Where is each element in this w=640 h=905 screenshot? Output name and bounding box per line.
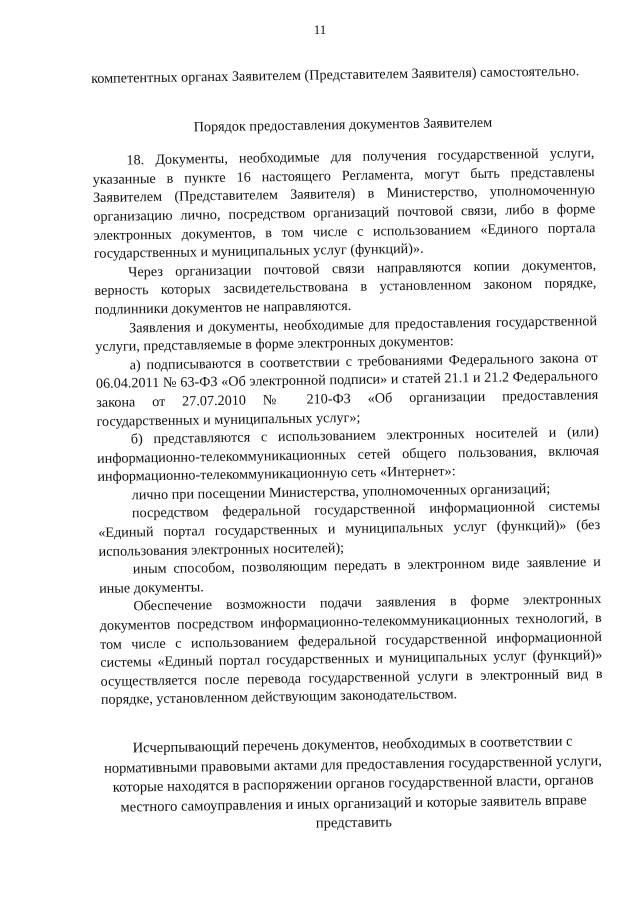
list-item-a: а) подписываются в соответствии с требованиями Федерального закона от 06.04.2011 № 63-ФЗ «Об электронной подписи» и статей 21.1 и 21.2 Федерального закона от 27.07.2010 № 210-ФЗ «Об организации предоставления государственных и муниципальных услуг»; (95, 349, 599, 430)
sub-item-portal: посредством федеральной государственной информационной системы «Единый портал государственных и муниципальных услуг (функций)» (без использования электронных носителей); (98, 498, 601, 560)
list-item-b: б) представляются с использованием электронных носителей и (или) информационно-телекоммуникационных сетей общего пользования, включая информационно-телекоммуникационную сеть «Интернет»: (96, 424, 600, 486)
paragraph-18: 18. Документы, необходимые для получения государственной услуги, указанные в пункте 16 настоящего Регламента, могут быть представлены Заявителем (Представителем Заявителя) в Министерство, уполномоченную организацию лично, посредством организаций почтовой связи, либо в форме электронных документов, в том числе с использованием «Единого портала государственных и муниципальных услуг (функций)». (92, 145, 596, 263)
sub-item-in-person: лично при посещении Министерства, уполномоченных организаций; (131, 480, 551, 504)
closing-heading: Исчерпывающий перечень документов, необходимых в соответствии с нормативными правовыми актами для предоставления государственной услуги, которые находятся в распоряжении органов государственной власти, органов местного самоуправления и иных организаций и которые заявитель вправе представить (103, 733, 602, 832)
paragraph-electronic-docs: Заявления и документы, необходимые для предоставления государственной услуги, представляемые в форме электронных документов: (95, 312, 598, 356)
section-heading: Порядок предоставления документов Заявителем (193, 114, 493, 135)
page-body (91, 62, 605, 837)
paragraph-postal-copies: Через организации почтовой связи направляются копии документов, верность которых засвидетельствована в установленном законом порядке, подлинники документов не направляются. (94, 256, 597, 318)
paragraph-electronic-submission: Обеспечение возможности подачи заявления в форме электронных документов посредством информационно-телекоммуникационных технологий, в том числе с использованием федеральной государственной информационной системы «Единый портал государственных и муниципальных услуг (функций)» осуществляется после перевода государственной услуги в электронный вид в порядке, установленном действующим законодательством. (99, 591, 603, 709)
sub-item-other-way: иным способом, позволяющим передать в электронном виде заявление и иные документы. (99, 554, 601, 597)
intro-paragraph: компетентных органах Заявителем (Представителем Заявителя) самостоятельно. (91, 63, 580, 87)
page-number: 11 (313, 22, 327, 37)
